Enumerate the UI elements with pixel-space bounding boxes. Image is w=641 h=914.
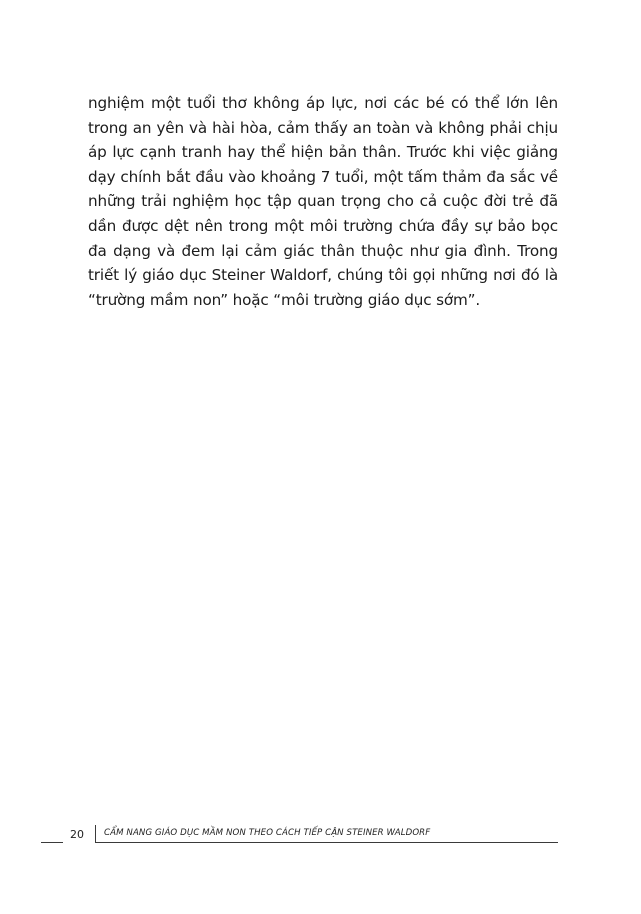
text-line: đa dạng và đem lại cảm giác thân thuộc như gia đình. Trong (88, 241, 558, 260)
footer-rule-right (96, 842, 558, 843)
footer-rule-left (41, 842, 63, 843)
text-line: áp lực cạnh tranh hay thể hiện bản thân. Trước khi việc giảng (88, 143, 558, 162)
text-line: trong an yên và hài hòa, cảm thấy an toàn và không phải chịu (88, 118, 558, 137)
text-line: triết lý giáo dục Steiner Waldorf, chúng tôi gọi những nơi đó là (88, 266, 558, 285)
text-line: những trải nghiệm học tập quan trọng cho cả cuộc đời trẻ đã (88, 192, 558, 211)
page-number: 20 (70, 828, 84, 841)
text-line: dạy chính bắt đầu vào khoảng 7 tuổi, một tấm thảm đa sắc về (88, 167, 558, 186)
text-line: dần được dệt nên trong một môi trường chứa đầy sự bảo bọc (88, 216, 558, 235)
text-line: nghiệm một tuổi thơ không áp lực, nơi các bé có thể lớn lên (88, 94, 558, 112)
body-paragraph (88, 91, 558, 312)
text-line: “trường mầm non” hoặc “môi trường giáo dục sớm”. (88, 290, 481, 309)
running-title: CẨM NANG GIÁO DỤC MẦM NON THEO CÁCH TIẾP CẬN STEINER WALDORF (104, 828, 431, 838)
